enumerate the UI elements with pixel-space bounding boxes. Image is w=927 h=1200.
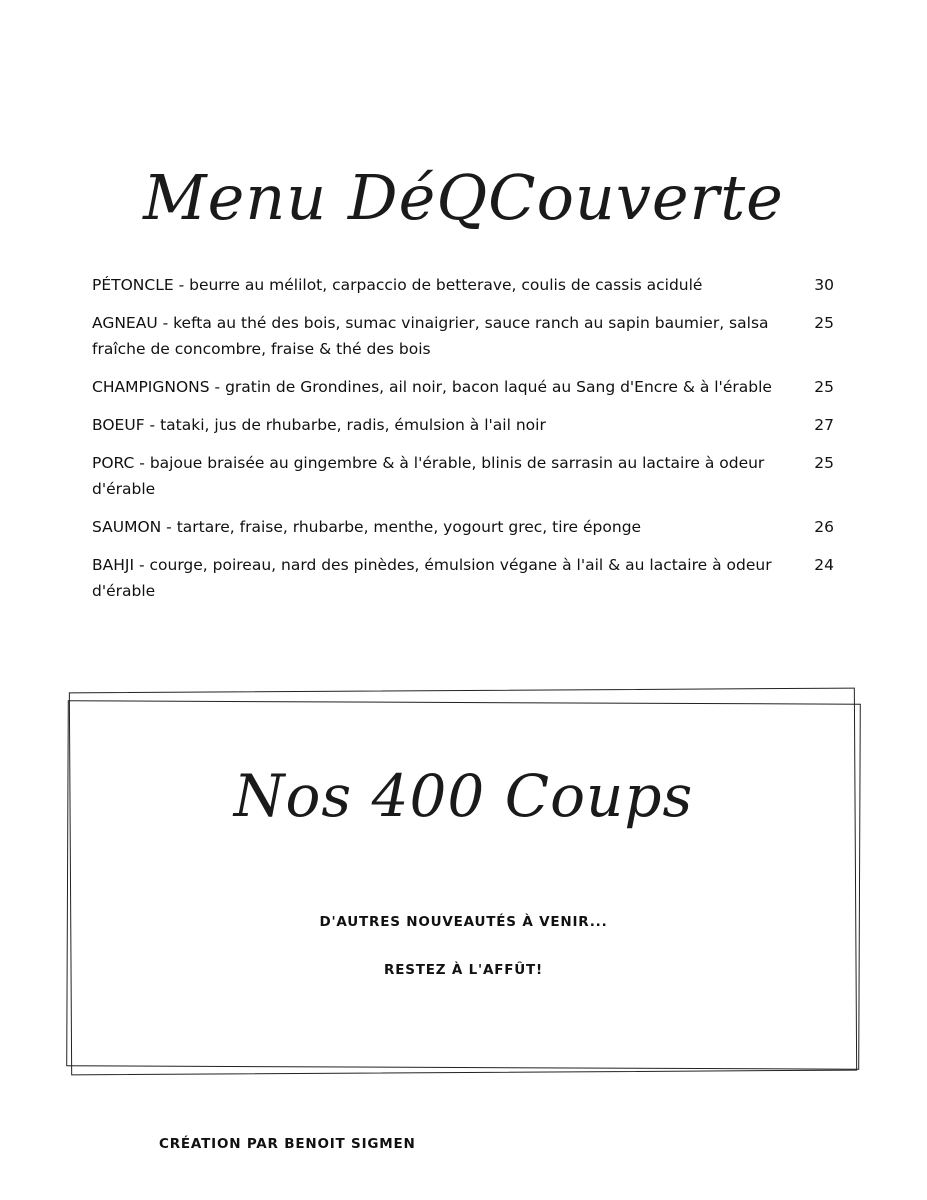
dish-price: 27 (814, 416, 834, 434)
dish-name: CHAMPIGNONS (92, 378, 210, 396)
dish-name: AGNEAU (92, 314, 158, 332)
menu-item-bahji (92, 552, 834, 604)
dish-price: 25 (814, 314, 834, 332)
footer-credit: CRÉATION PAR BENOIT SIGMEN (159, 1136, 416, 1152)
menu-item-porc (92, 450, 834, 502)
menu-list (92, 272, 834, 616)
box-callout: RESTEZ À L'AFFÛT! (384, 962, 543, 978)
dish-name: PORC (92, 454, 135, 472)
dish-price: 30 (814, 276, 834, 294)
dish-price: 25 (814, 454, 834, 472)
box-title: Nos 400 Coups (233, 762, 694, 830)
dish-price: 24 (814, 556, 834, 574)
menu-item-boeuf (92, 412, 834, 438)
box-frame-inner (66, 700, 861, 1069)
menu-item-agneau (92, 310, 834, 362)
menu-item-petoncle (92, 272, 834, 298)
dish-name: SAUMON (92, 518, 162, 536)
dish-description: - courge, poireau, nard des pinèdes, émulsion végane à l'ail & au lactaire à odeur d'érable (92, 556, 772, 600)
dish-description: - gratin de Grondines, ail noir, bacon laqué au Sang d'Encre & à l'érable (209, 378, 772, 396)
dish-name: BAHJI (92, 556, 135, 574)
dish-description: - bajoue braisée au gingembre & à l'érable, blinis de sarrasin au lactaire à odeur d'érable (92, 454, 765, 498)
dish-description: - tataki, jus de rhubarbe, radis, émulsion à l'ail noir (144, 416, 546, 434)
dish-description: - beurre au mélilot, carpaccio de betterave, coulis de cassis acidulé (173, 276, 703, 294)
dish-name: PÉTONCLE (92, 276, 174, 294)
menu-title: Menu DéQCouverte (143, 161, 784, 234)
box-announcement: D'AUTRES NOUVEAUTÉS À VENIR... (319, 914, 608, 930)
dish-price: 26 (814, 518, 834, 536)
dish-price: 25 (814, 378, 834, 396)
dish-description: - tartare, fraise, rhubarbe, menthe, yogourt grec, tire éponge (161, 518, 642, 536)
menu-item-champignons (92, 374, 834, 400)
dish-name: BOEUF (92, 416, 145, 434)
menu-item-saumon (92, 514, 834, 540)
dish-description: - kefta au thé des bois, sumac vinaigrier, sauce ranch au sapin baumier, salsa fraîche de concombre, fraise & thé des bois (92, 314, 769, 358)
